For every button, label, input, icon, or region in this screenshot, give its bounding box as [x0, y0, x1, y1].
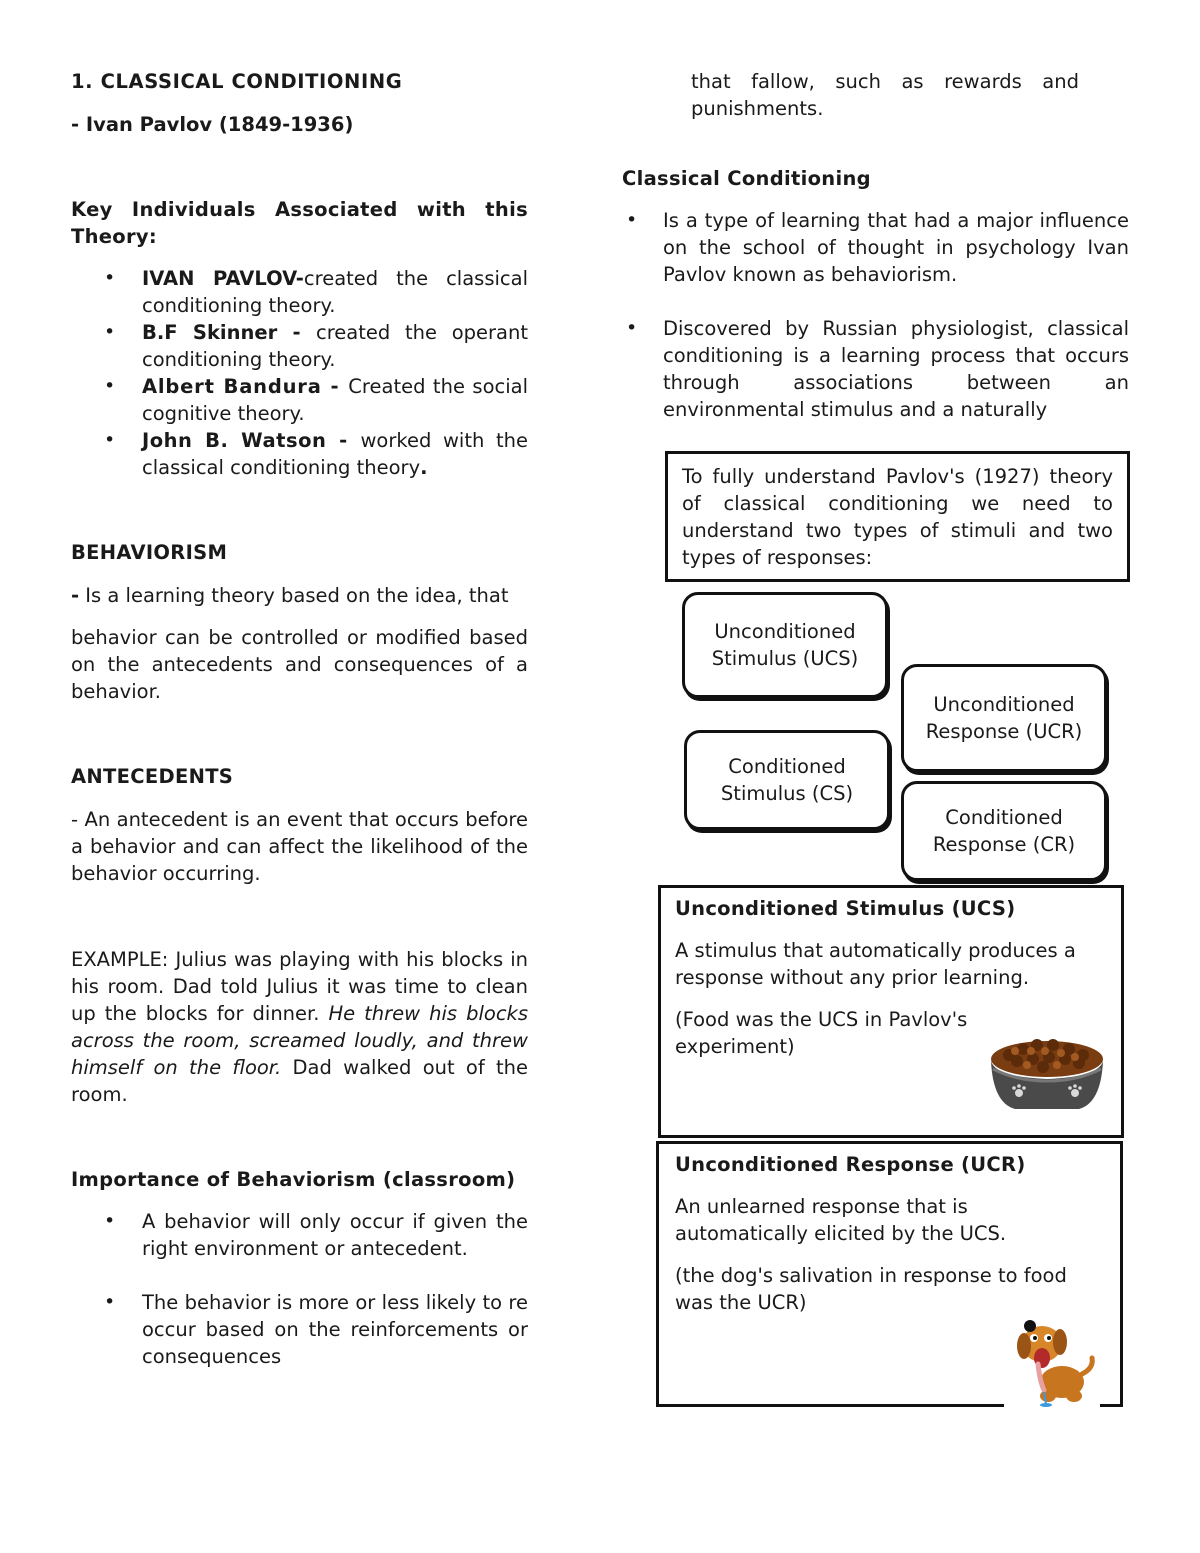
drooling-dog-icon: [1004, 1312, 1100, 1408]
key-individuals-list: [71, 265, 528, 481]
list-item: • A behavior will only occur if given the right environment or antecedent.: [71, 1208, 528, 1262]
ucs-diagram-box: Unconditioned Stimulus (UCS): [682, 592, 888, 698]
classical-conditioning-title: Classical Conditioning: [622, 167, 871, 190]
list-item: • Is a type of learning that had a major influence on the school of thought in psychology Ivan Pavlov known as behaviorism.: [622, 207, 1129, 288]
section-heading: 1. CLASSICAL CONDITIONING: [71, 70, 403, 93]
list-item: • The behavior is more or less likely to re occur based on the reinforcements or consequences: [71, 1289, 528, 1370]
ucr-title: Unconditioned Response (UCR): [675, 1153, 1026, 1176]
section-subheading: - Ivan Pavlov (1849-1936): [71, 113, 354, 136]
intro-box: [665, 451, 1130, 582]
list-item: • John B. Watson - worked with the classical conditioning theory.: [71, 427, 528, 481]
antecedents-definition: - An antecedent is an event that occurs before a behavior and can affect the likelihood of the behavior occurring.: [71, 808, 528, 885]
example-paragraph: EXAMPLE: Julius was playing with his blocks in his room. Dad told Julius it was time to clean up the blocks for dinner. He threw his blocks across the room, screamed loudly, and threw himself on the floor. Dad walked out of the room.: [71, 948, 528, 1106]
ucs-title: Unconditioned Stimulus (UCS): [675, 897, 1016, 920]
classical-conditioning-list: [622, 207, 1129, 423]
behaviorism-title: BEHAVIORISM: [71, 541, 228, 564]
list-item: • Discovered by Russian physiologist, classical conditioning is a learning process that occurs through associations between an environmental stimulus and a naturally: [622, 315, 1129, 423]
cr-diagram-box: Conditioned Response (CR): [901, 781, 1107, 881]
right-column: [622, 68, 1129, 423]
key-individuals-title: Key Individuals Associated with this Theory:: [71, 198, 528, 248]
cs-diagram-box: Conditioned Stimulus (CS): [684, 730, 890, 830]
ucr-definition: An unlearned response that is automatically elicited by the UCS.: [675, 1195, 1007, 1245]
ucs-definition-box: [658, 885, 1124, 1138]
importance-title: Importance of Behaviorism (classroom): [71, 1168, 516, 1191]
continued-text: that fallow, such as rewards and punishments.: [691, 70, 1079, 120]
dog-food-bowl-icon: [987, 1033, 1107, 1115]
list-item: • B.F Skinner - created the operant conditioning theory.: [71, 319, 528, 373]
ucs-example: (Food was the UCS in Pavlov's experiment): [675, 1008, 968, 1058]
list-item: • IVAN PAVLOV-created the classical conditioning theory.: [71, 265, 528, 319]
left-column: [71, 68, 528, 1370]
behaviorism-definition: - Is a learning theory based on the idea, that: [71, 584, 509, 607]
list-item: • Albert Bandura - Created the social cognitive theory.: [71, 373, 528, 427]
ucr-example: (the dog's salivation in response to food was the UCR): [675, 1264, 1067, 1314]
ucr-definition-box: [656, 1141, 1123, 1407]
importance-list: [71, 1208, 528, 1370]
antecedents-title: ANTECEDENTS: [71, 765, 234, 788]
ucr-diagram-box: Unconditioned Response (UCR): [901, 664, 1107, 772]
behaviorism-definition-cont: behavior can be controlled or modified based on the antecedents and consequences of a behavior.: [71, 626, 528, 703]
ucs-definition: A stimulus that automatically produces a response without any prior learning.: [675, 939, 1076, 989]
intro-text: To fully understand Pavlov's (1927) theory of classical conditioning we need to understand two types of stimuli and two types of responses:: [682, 465, 1113, 569]
